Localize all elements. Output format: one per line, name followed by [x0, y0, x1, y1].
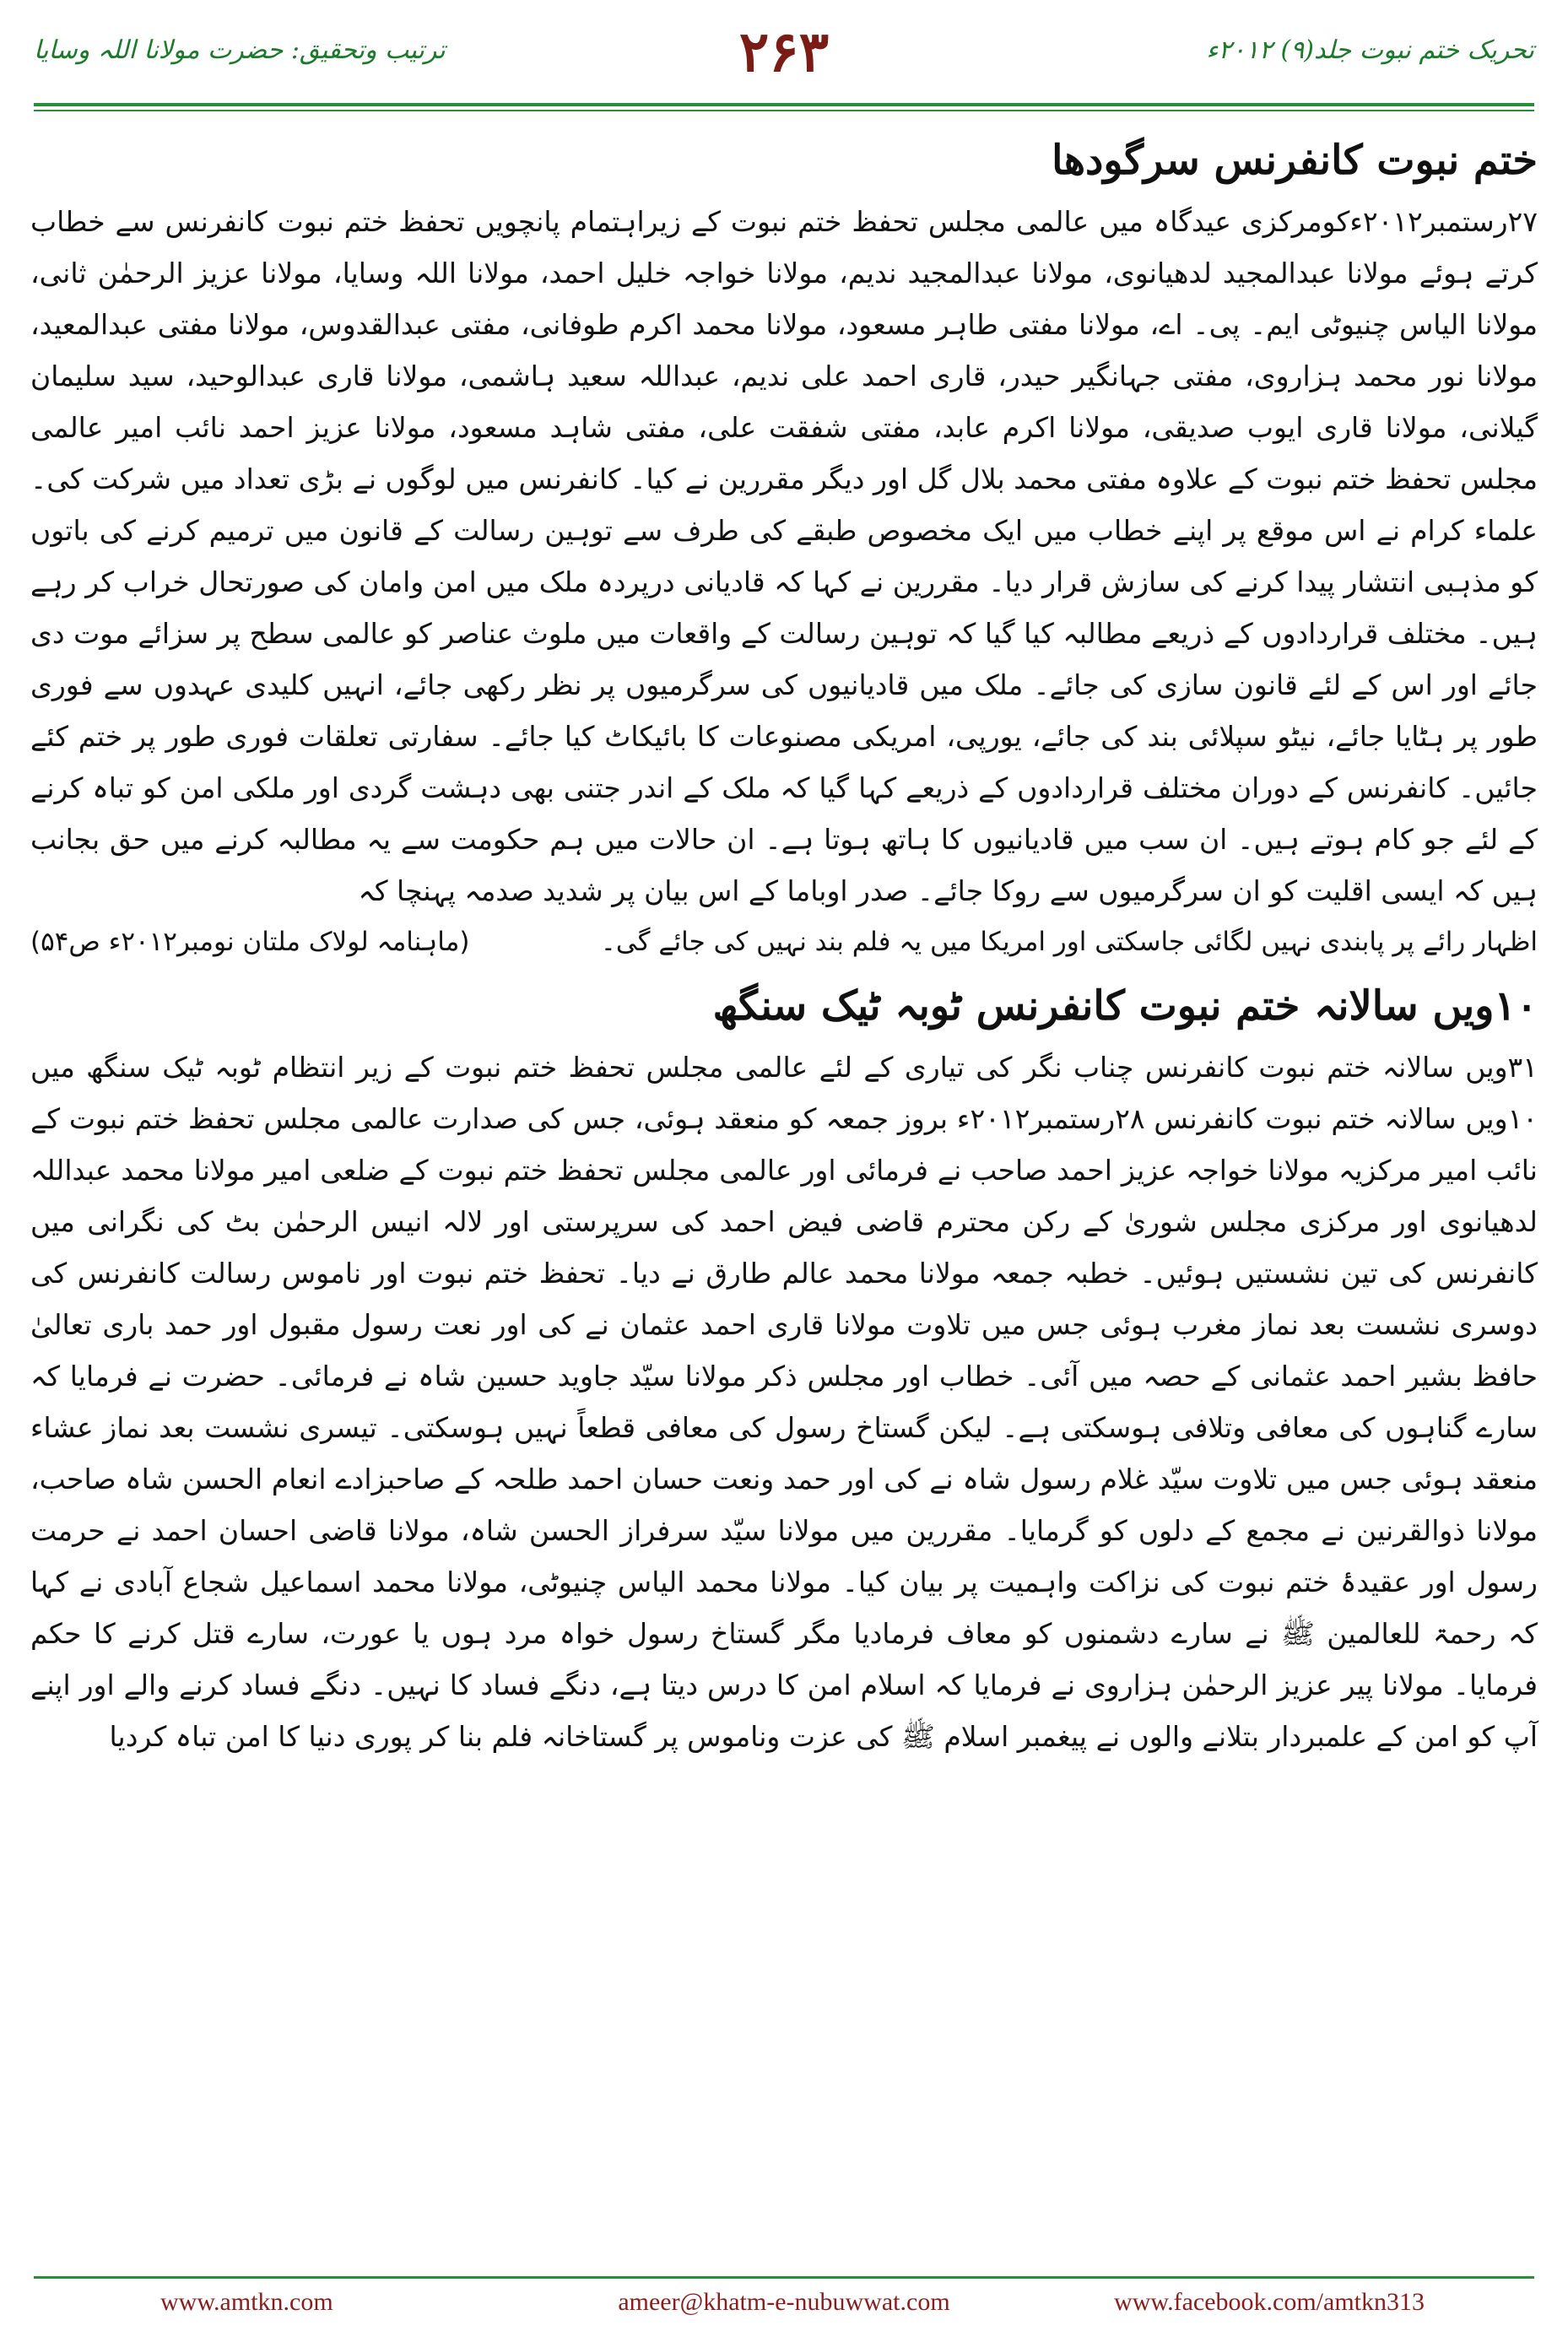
page-number: ۲۶۳ — [738, 19, 830, 84]
section-title-toba-tek-singh: ۱۰ویں سالانہ ختم نبوت کانفرنس ٹوبہ ٹیک سنگھ — [712, 982, 1538, 1030]
header-rule — [34, 103, 1534, 106]
footer-rule — [34, 2276, 1534, 2279]
website-link[interactable]: www.amtkn.com — [160, 2288, 333, 2316]
email-link[interactable]: ameer@khatm-e-nubuwwat.com — [618, 2288, 950, 2316]
section-title-sargodha: ختم نبوت کانفرنس سرگودھا — [1052, 137, 1538, 184]
header-rule-thin — [34, 110, 1534, 111]
page-footer — [34, 2276, 1534, 2327]
source-citation: (ماہنامہ لولاک ملتان نومبر۲۰۱۲ء ص۵۴) — [30, 927, 470, 957]
paragraph-sargodha: ۲۷رستمبر۲۰۱۲ءکومرکزی عیدگاہ میں عالمی مجلس تحفظ ختم نبوت کے زیراہتمام پانچویں تحفظ ختم نبوت کانفرنس سے خطاب کرتے ہوئے مولانا عبدالمجید لدھیانوی، مولانا عبدالمجید ندیم، مولانا خواجہ خلیل احمد، مولانا اللہ وسایا، مولانا عزیز الرحمٰن ثانی، مولانا الیاس چنیوٹی ایم۔ پی۔ اے، مولانا مفتی طاہر مسعود، مولانا محمد اکرم طوفانی، مفتی عبدالقدوس، مولانا مفتی عبدالمعید، مولانا نور محمد ہزاروی، مفتی جہانگیر حیدر، قاری احمد علی ندیم، عبداللہ سعید ہاشمی، مولانا قاری عبدالوحید، سید سلیمان گیلانی، مولانا قاری ایوب صدیقی، مولانا اکرم عابد، مفتی شفقت علی، مفتی شاہد مسعود، مولانا عزیز احمد نائب امیر عالمی مجلس تحفظ ختم نبوت کے علاوہ مفتی محمد بلال گل اور دیگر مقررین نے کیا۔ کانفرنس میں لوگوں نے بڑی تعداد میں شرکت کی۔ علماء کرام نے اس موقع پر اپنے خطاب میں ایک مخصوص طبقے کی طرف سے توہین رسالت کے قانون میں ترمیم کرنے کی باتوں کو مذہبی انتشار پیدا کرنے کی سازش قرار دیا۔ مقررین نے کہا کہ قادیانی درپردہ ملک میں امن وامان کی صورتحال خراب کر رہے ہیں۔ مختلف قراردادوں کے ذریعے مطالبہ کیا گیا کہ توہین رسالت کے واقعات میں ملوث عناصر کو عالمی سطح پر سزائے موت دی جائے اور اس کے لئے قانون سازی کی جائے۔ ملک میں قادیانیوں کی سرگرمیوں پر نظر رکھی جائے، انہیں کلیدی عہدوں سے فوری طور پر ہٹایا جائے، نیٹو سپلائی بند کی جائے، یورپی، امریکی مصنوعات کا بائیکاٹ کیا جائے۔ سفارتی تعلقات فوری طور پر ختم کئے جائیں۔ کانفرنس کے دوران مختلف قراردادوں کے ذریعے کہا گیا کہ ملک کے اندر جتنی بھی دہشت گردی اور ملکی امن کو تباہ کرنے کے لئے جو کام ہوتے ہیں۔ ان سب میں قادیانیوں کا ہاتھ ہوتا ہے۔ ان حالات میں ہم حکومت سے یہ مطالبہ کرنے میں حق بجانب ہیں کہ ایسی اقلیت کو ان سرگرمیوں سے روکا جائے۔ صدر اوباما کے اس بیان پر شدید صدمہ پہنچا کہ — [30, 205, 1538, 907]
page-header — [34, 19, 1534, 111]
facebook-link[interactable]: www.facebook.com/amtkn313 — [1114, 2288, 1425, 2316]
paragraph-end-with-citation — [30, 918, 1538, 965]
paragraph-toba-tek-singh: ۳۱ویں سالانہ ختم نبوت کانفرنس چناب نگر کی تیاری کے لئے عالمی مجلس تحفظ ختم نبوت کے زیر انتظام ٹوبہ ٹیک سنگھ میں ۱۰ویں سالانہ ختم نبوت کانفرنس ۲۸رستمبر۲۰۱۲ء بروز جمعہ کو منعقد ہوئی، جس کی صدارت عالمی مجلس تحفظ ختم نبوت کے نائب امیر مرکزیہ مولانا خواجہ عزیز احمد صاحب نے فرمائی اور عالمی مجلس تحفظ ختم نبوت کے ضلعی امیر مولانا محمد عبداللہ لدھیانوی اور مرکزی مجلس شوریٰ کے رکن محترم قاضی فیض احمد کی سرپرستی اور لالہ انیس الرحمٰن بٹ کی نگرانی میں کانفرنس کی تین نشستیں ہوئیں۔ خطبہ جمعہ مولانا محمد عالم طارق نے دیا۔ تحفظ ختم نبوت اور ناموس رسالت کانفرنس کی دوسری نشست بعد نماز مغرب ہوئی جس میں تلاوت مولانا قاری احمد عثمان نے کی اور نعت رسول مقبول اور حمد باری تعالیٰ حافظ بشیر احمد عثمانی کے حصہ میں آئی۔ خطاب اور مجلس ذکر مولانا سیّد جاوید حسین شاہ نے فرمائی۔ حضرت نے فرمایا کہ سارے گناہوں کی معافی وتلافی ہوسکتی ہے۔ لیکن گستاخ رسول کی معافی قطعاً نہیں ہوسکتی۔ تیسری نشست بعد نماز عشاء منعقد ہوئی جس میں تلاوت سیّد غلام رسول شاہ نے کی اور حمد ونعت حسان احمد طلحہ کے صاحبزادے انعام الحسن شاہ صاحب، مولانا ذوالقرنین نے مجمع کے دلوں کو گرمایا۔ مقررین میں مولانا سیّد سرفراز الحسن شاہ، مولانا قاضی احسان احمد نے حرمت رسول اور عقیدۂ ختم نبوت کی نزاکت واہمیت پر بیان کیا۔ مولانا محمد الیاس چنیوٹی، مولانا محمد اسماعیل شجاع آبادی نے کہا کہ رحمۃ للعالمین ﷺ نے سارے دشمنوں کو معاف فرمادیا مگر گستاخ رسول خواہ مرد ہوں یا عورت، سارے قتل کرنے کا حکم فرمایا۔ مولانا پیر عزیز الرحمٰن ہزاروی نے فرمایا کہ اسلام امن کا درس دیتا ہے، دنگے فساد کا نہیں۔ دنگے فساد کرنے والے اور اپنے آپ کو امن کے علمبردار بتلانے والوں نے پیغمبر اسلام ﷺ کی عزت وناموس پر گستاخانہ فلم بنا کر پوری دنیا کا امن تباہ کردیا — [30, 1051, 1538, 1753]
compiler-credit: ترتیب وتحقیق: حضرت مولانا اللہ وسایا — [34, 35, 446, 65]
paragraph-last-line: اظہار رائے پر پابندی نہیں لگائی جاسکتی اور امریکا میں یہ فلم بند نہیں کی جائے گی۔ — [600, 927, 1538, 957]
main-content — [30, 135, 1538, 1762]
book-title: تحریک ختم نبوت جلد(۹) ۲۰۱۲ء — [1206, 35, 1534, 65]
